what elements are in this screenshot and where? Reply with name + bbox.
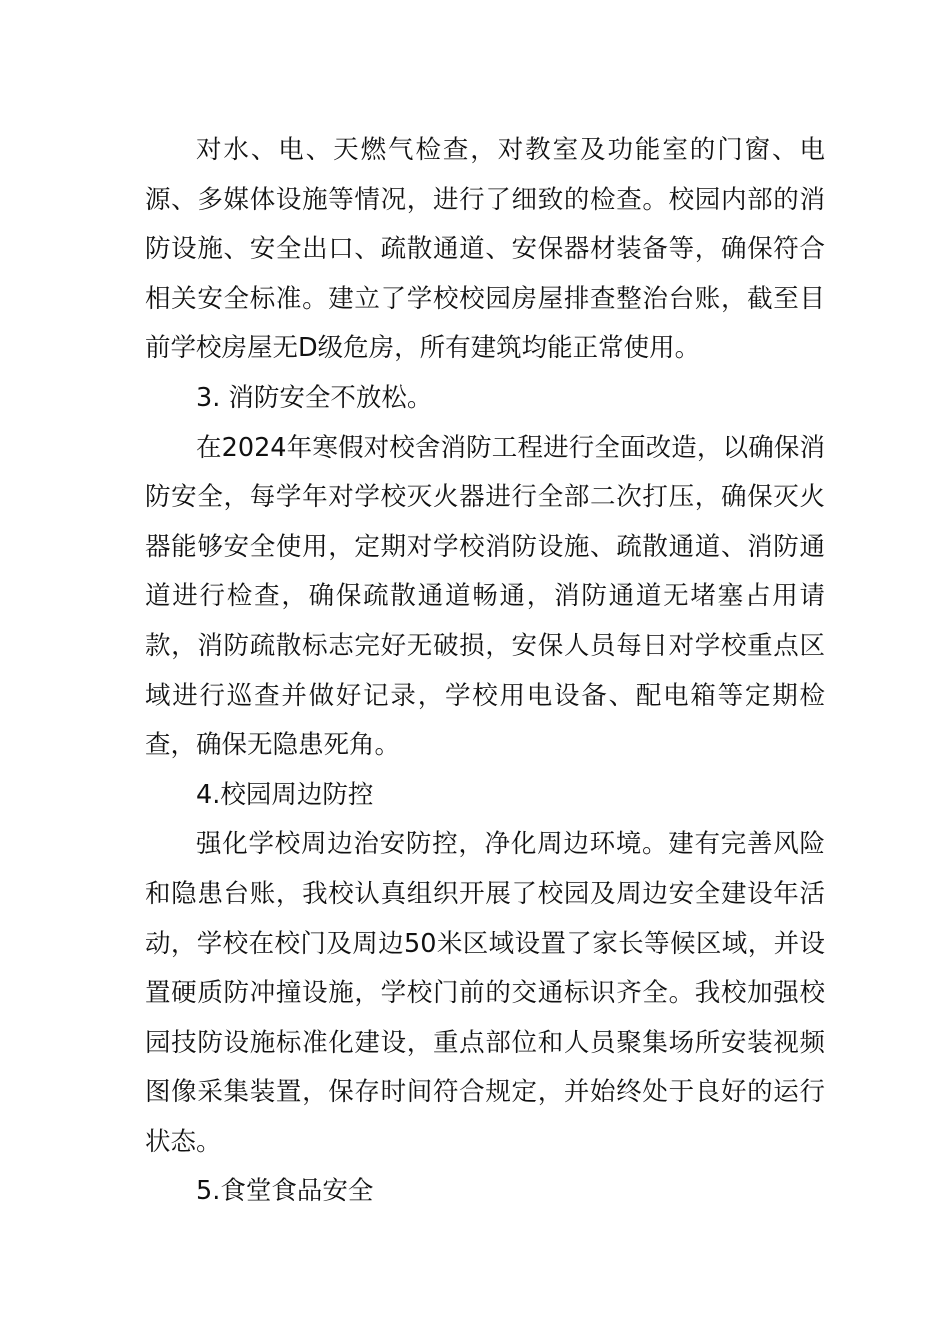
paragraph-campus-surroundings: 强化学校周边治安防控，净化周边环境。建有完善风险和隐患台账，我校认真组织开展了校园及周边安全建设年活动，学校在校门及周边50米区域设置了家长等候区域，并设置硬质防冲撞设施，学校门前的交通标识齐全。我校加强校园技防设施标准化建设，重点部位和人员聚集场所安装视频图像采集装置，保存时间符合规定，并始终处于良好的运行状态。 — [145, 829, 825, 1157]
paragraph-fire-safety: 在2024年寒假对校舍消防工程进行全面改造，以确保消防安全，每学年对学校灭火器进行全部二次打压，确保灭火器能够安全使用，定期对学校消防设施、疏散通道、消防通道进行检查，确保疏散通道畅通，消防通道无堵塞占用请款，消防疏散标志完好无破损，安保人员每日对学校重点区域进行巡查并做好记录，学校用电设备、配电箱等定期检查，确保无隐患死角。 — [145, 432, 825, 761]
heading-campus-surroundings: 4.校园周边防控 — [196, 779, 374, 810]
document-body — [145, 126, 825, 1217]
heading-canteen-food-safety: 5.食堂食品安全 — [196, 1176, 374, 1207]
paragraph-inspection: 对水、电、天燃气检查，对教室及功能室的门窗、电源、多媒体设施等情况，进行了细致的检查。校园内部的消防设施、安全出口、疏散通道、安保器材装备等，确保符合相关安全标准。建立了学校校园房屋排查整治台账，截至目前学校房屋无D级危房，所有建筑均能正常使用。 — [145, 135, 825, 364]
heading-fire-safety: 3. 消防安全不放松。 — [196, 382, 433, 413]
